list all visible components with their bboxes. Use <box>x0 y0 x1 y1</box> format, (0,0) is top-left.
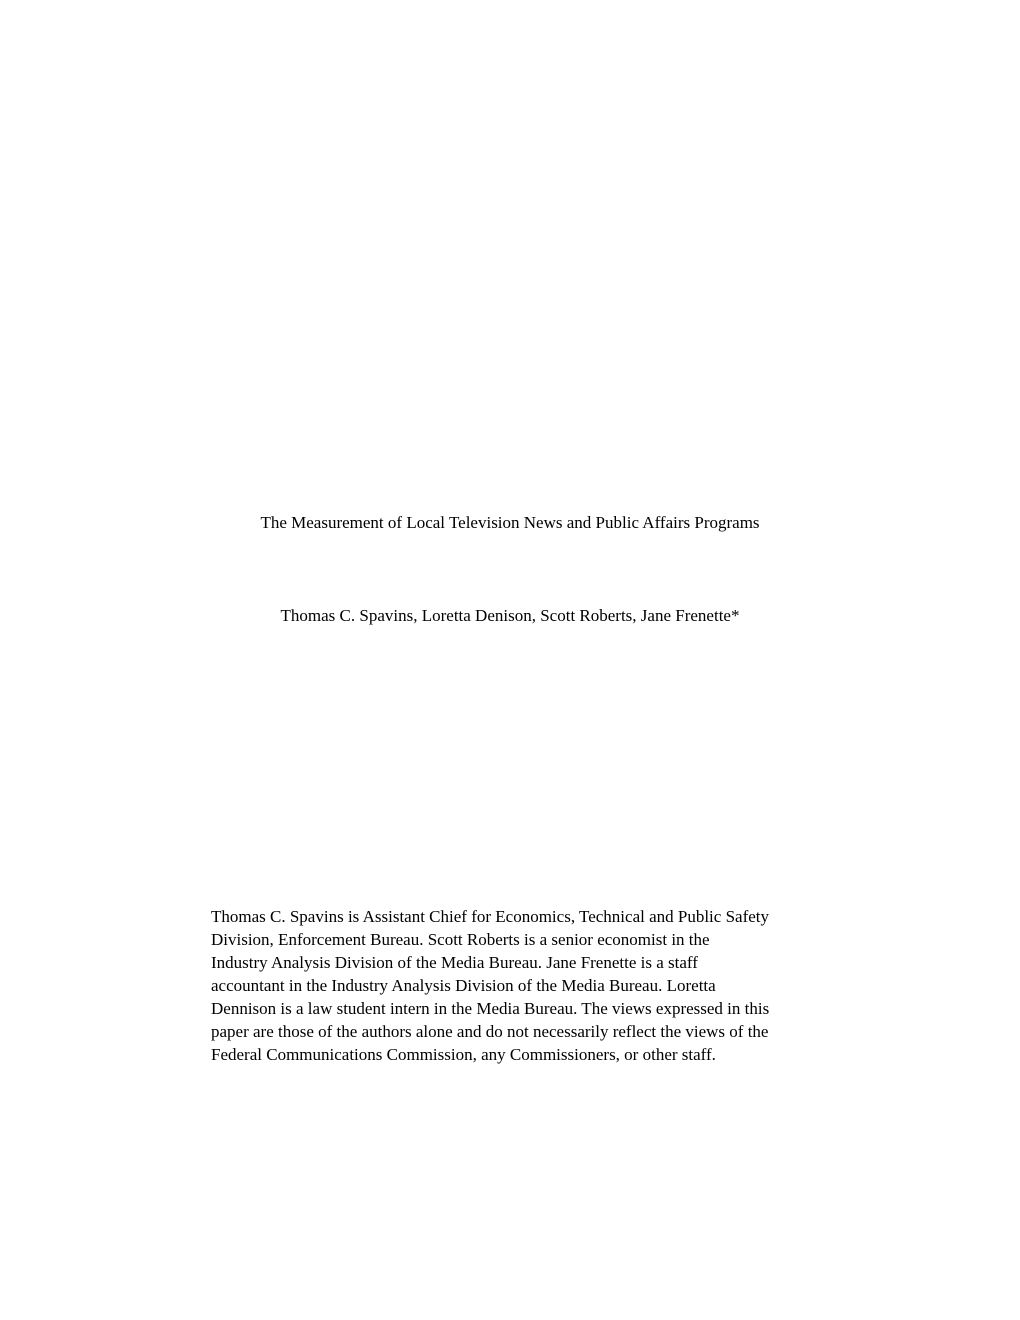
paper-title: The Measurement of Local Television News and Public Affairs Programs <box>260 513 760 532</box>
author-affiliation-footnote <box>211 905 891 1066</box>
author-list: Thomas C. Spavins, Loretta Denison, Scott Roberts, Jane Frenette* <box>280 606 740 625</box>
footnote-line: Thomas C. Spavins is Assistant Chief for Economics, Technical and Public Safety <box>211 907 770 926</box>
footnote-line: accountant in the Industry Analysis Division of the Media Bureau. Loretta <box>211 976 716 995</box>
footnote-line: paper are those of the authors alone and do not necessarily reflect the views of the <box>211 1022 769 1041</box>
footnote-line: Federal Communications Commission, any Commissioners, or other staff. <box>211 1045 716 1064</box>
footnote-line: Industry Analysis Division of the Media Bureau. Jane Frenette is a staff <box>211 953 698 972</box>
footnote-line: Division, Enforcement Bureau. Scott Roberts is a senior economist in the <box>211 930 710 949</box>
footnote-line: Dennison is a law student intern in the Media Bureau. The views expressed in this <box>211 999 770 1018</box>
